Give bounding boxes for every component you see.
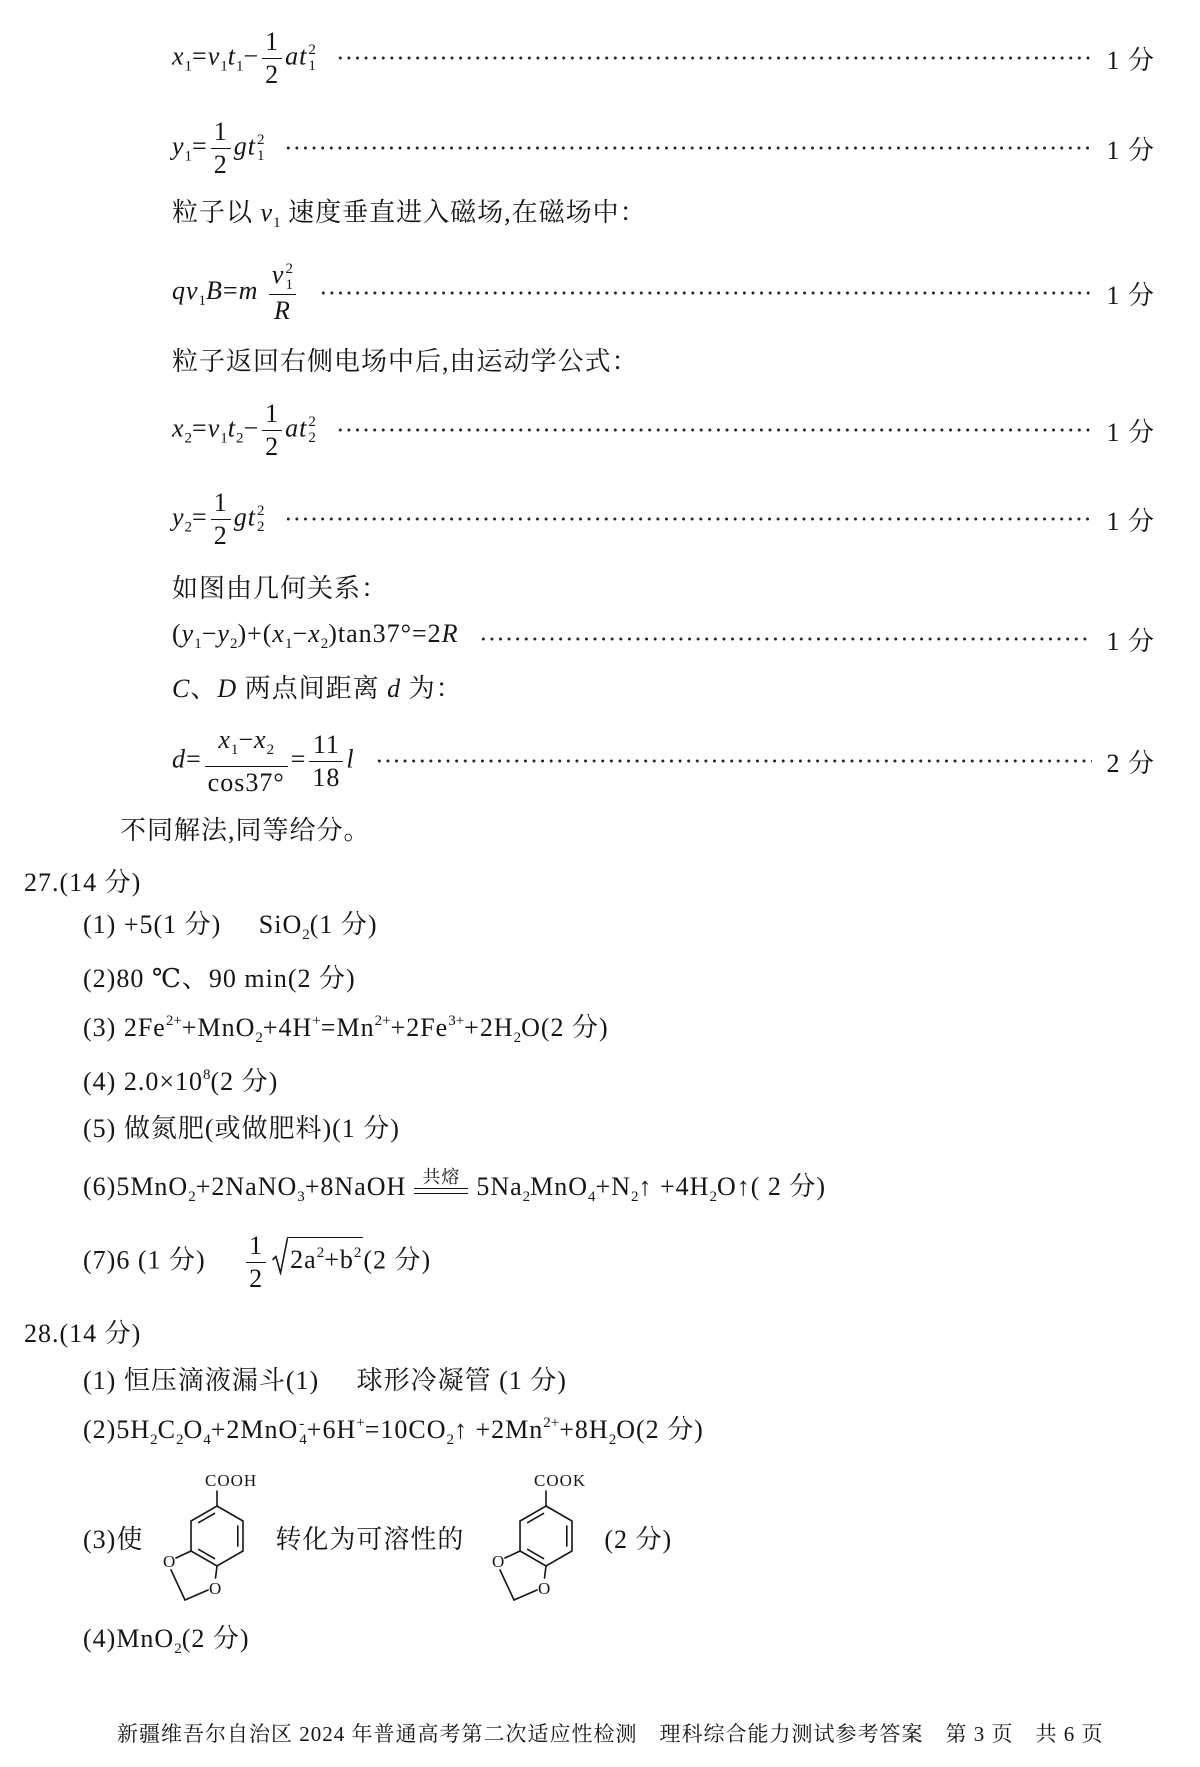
q27-item5	[83, 1114, 400, 1144]
text-run: 2	[265, 59, 280, 89]
sub-superscript	[285, 261, 293, 293]
math-variable: x	[172, 412, 185, 442]
subscript: 2	[266, 741, 275, 758]
text-run: 2	[213, 520, 228, 550]
text-run: 如图由几何关系：	[172, 574, 389, 603]
subscript: 1	[273, 215, 281, 231]
q27-item2	[83, 964, 356, 994]
equation-geometry	[172, 619, 459, 659]
superscript: 2	[316, 1244, 325, 1261]
fraction-numerator	[309, 730, 343, 762]
text-run: 1	[265, 26, 280, 56]
math-variable: y	[217, 619, 230, 648]
dot-leader	[479, 636, 1093, 642]
math-variable: v	[207, 412, 221, 442]
text-run: O(2 分)	[616, 1414, 704, 1444]
fraction	[262, 399, 282, 462]
methylene-bond	[500, 1570, 514, 1600]
fraction-numerator	[205, 725, 288, 767]
subscript: 1	[194, 636, 202, 652]
q27-item5-row	[83, 1099, 400, 1159]
fraction-denominator	[269, 295, 296, 326]
oxygen-atom-label: O	[163, 1552, 177, 1571]
ring-oxygen-bond	[176, 1551, 191, 1558]
text-run: 1	[213, 487, 228, 517]
text-run: (1 分)	[309, 910, 378, 939]
superscript: 2+	[543, 1414, 560, 1431]
oxygen-atom-label: O	[538, 1579, 552, 1598]
text-run: (1) 恒压滴液漏斗(1) 球形冷凝管 (1 分)	[83, 1366, 567, 1395]
fraction	[211, 117, 231, 180]
subscript: 1	[220, 429, 228, 446]
dot-leader	[284, 145, 1092, 151]
equation-distance	[172, 725, 355, 798]
text-run	[258, 276, 266, 305]
methylene-bond	[514, 1590, 537, 1600]
superscript: 2	[285, 261, 293, 277]
fraction-denominator	[246, 1263, 266, 1294]
math-variable: x	[308, 619, 321, 648]
text-run: +2H	[464, 1012, 514, 1042]
fraction-numerator	[269, 260, 296, 295]
structure-potassium-piperonylate	[484, 1466, 590, 1608]
footer-page-total: 共 6 页	[1035, 1722, 1104, 1746]
text-run: O(2 分)	[521, 1012, 609, 1042]
text-run: 、	[190, 674, 218, 703]
math-variable: x	[218, 724, 231, 754]
q27-item3	[83, 1006, 609, 1053]
score-label: 1 分	[1106, 626, 1155, 656]
text-run: (3) 2Fe	[83, 1012, 166, 1042]
text-run: +2Fe	[390, 1012, 449, 1042]
equation-x2	[172, 399, 316, 462]
subscript: 2	[174, 1641, 182, 1657]
fraction-denominator	[262, 431, 282, 462]
text-run: 1	[265, 398, 280, 428]
page-footer	[117, 1718, 1104, 1748]
dot-leader	[284, 516, 1092, 522]
subscript: 2	[308, 429, 316, 446]
text-run: −	[238, 724, 255, 754]
methylene-bond	[171, 1570, 185, 1600]
dot-leader	[319, 290, 1093, 296]
oxygen-atom-label: O	[492, 1552, 506, 1571]
math-variable: R	[441, 619, 459, 648]
superscript: 2	[308, 413, 316, 430]
text-run: 粒子以	[172, 198, 261, 227]
text-run: (5) 做氮肥(或做肥料)(1 分)	[83, 1114, 400, 1143]
q28-item3-suffix: (2 分)	[604, 1524, 673, 1554]
sub-superscript	[257, 132, 265, 164]
q28-item4-row	[83, 1614, 250, 1674]
text-run: +8NaOH	[304, 1172, 407, 1201]
carboxylate-group-label: COOK	[534, 1471, 587, 1490]
text-run: +6H	[306, 1414, 357, 1444]
text-run: =	[192, 130, 208, 160]
text-run: (4) 2.0×10	[83, 1066, 203, 1096]
text-run: 为：	[401, 674, 463, 703]
text-run: +2MnO	[210, 1414, 299, 1444]
equation-y1	[172, 117, 264, 180]
math-variable: t	[227, 40, 236, 70]
q28-item3-prefix: (3)使	[83, 1524, 144, 1554]
subscript: 1	[236, 57, 244, 74]
subscript: 2	[320, 636, 329, 652]
equation-x1-row	[172, 28, 1155, 88]
superscript: +	[312, 1012, 321, 1029]
text-run: 11	[312, 729, 340, 759]
equation-y2	[172, 488, 264, 551]
superscript: -	[299, 1415, 305, 1432]
subscript: 2	[255, 1029, 263, 1046]
fraction-denominator	[211, 520, 231, 551]
radical-sign	[272, 1237, 288, 1275]
math-variable: t	[227, 412, 236, 442]
text-run: 1	[249, 1230, 264, 1260]
math-variable: v	[271, 260, 285, 289]
text-run: −	[292, 619, 309, 648]
q28-item2	[83, 1408, 704, 1455]
sub-superscript	[257, 503, 265, 535]
fraction-numerator	[246, 1231, 266, 1263]
score-label: 1 分	[1106, 506, 1155, 536]
text-distance	[172, 674, 463, 704]
subscript: 2	[446, 1431, 454, 1448]
math-variable: qv	[172, 275, 199, 305]
math-variable: l	[346, 743, 355, 773]
q27-item1	[83, 910, 378, 950]
text-run: 5Na	[476, 1172, 523, 1201]
subscript: 2	[631, 1189, 639, 1205]
text-run: +N	[595, 1172, 631, 1201]
text-run: =	[186, 743, 202, 773]
text-run: +4H	[262, 1012, 313, 1042]
math-variable: C	[172, 674, 191, 703]
math-variable: x	[272, 619, 285, 648]
text-run: (	[172, 619, 182, 648]
subscript: 2	[150, 1431, 158, 1448]
fraction-denominator	[262, 59, 282, 90]
superscript: 2	[256, 131, 265, 148]
ring-oxygen-bond	[505, 1551, 520, 1558]
text-run: +2NaNO	[195, 1172, 298, 1201]
superscript: 2	[353, 1244, 362, 1261]
fraction-numerator	[262, 27, 282, 59]
text-run: )tan37°=2	[328, 619, 442, 648]
math-variable: R	[273, 296, 291, 325]
text-run: (2)80 ℃、90 min(2 分)	[83, 964, 356, 993]
subscript: 1	[198, 292, 207, 309]
text-distance-row	[172, 659, 463, 719]
text-run: +MnO	[181, 1012, 256, 1042]
q28-item2-row	[83, 1401, 704, 1461]
subscript: 2	[302, 927, 310, 943]
math-variable: at	[285, 412, 308, 442]
fraction-denominator	[211, 149, 231, 180]
q27-item6-row	[83, 1162, 826, 1222]
footer-subject: 理科综合能力测试参考答案	[659, 1722, 924, 1746]
text-run: =	[192, 412, 208, 442]
subscript: 1	[184, 147, 193, 164]
text-run: 2	[213, 149, 228, 179]
score-label: 1 分	[1106, 280, 1155, 310]
subscript: 1	[285, 277, 293, 293]
math-variable: y	[172, 130, 185, 160]
fraction	[205, 725, 288, 798]
text-run: C	[157, 1414, 176, 1444]
text-run: 18	[312, 762, 341, 792]
score-label: 1 分	[1106, 135, 1155, 165]
footer-page-number: 第 3 页	[945, 1722, 1014, 1746]
subscript: 1	[184, 57, 193, 74]
benzene-ring	[191, 1506, 243, 1566]
text-run: 2	[265, 431, 280, 461]
text-run: =	[192, 40, 208, 70]
text-run: −	[243, 40, 260, 70]
text-run: (2)5H	[83, 1414, 151, 1444]
fraction-numerator	[211, 488, 231, 520]
grading-note-row	[120, 798, 371, 858]
math-variable: d	[387, 674, 402, 703]
math-variable: d	[172, 743, 186, 773]
dot-leader	[336, 427, 1093, 433]
text-run: (2 分)	[181, 1624, 250, 1653]
subscript: 2	[522, 1189, 531, 1205]
dot-leader	[375, 758, 1093, 764]
q28-heading: 28.(14 分)	[24, 1318, 142, 1348]
subscript: 2	[236, 429, 244, 446]
equation-distance-row	[172, 724, 1155, 797]
q27-item7-row	[83, 1232, 431, 1292]
fraction-numerator	[211, 117, 231, 149]
score-label: 2 分	[1106, 748, 1155, 778]
subscript: 1	[230, 741, 239, 758]
fraction-denominator	[309, 762, 343, 793]
superscript: 2	[308, 41, 316, 58]
subscript: 1	[308, 57, 316, 74]
ring-oxygen-bond	[216, 1566, 218, 1578]
text-run: =10CO	[364, 1414, 447, 1444]
radicand	[287, 1237, 363, 1274]
subscript: 2	[184, 429, 193, 446]
math-variable: gt	[233, 130, 256, 160]
score-label: 1 分	[1106, 417, 1155, 447]
benzene-ring	[520, 1506, 572, 1566]
superscript: 2+	[374, 1012, 391, 1029]
q27-heading: 27.(14 分)	[24, 867, 142, 897]
fraction	[246, 1231, 266, 1294]
subscript: 2	[256, 518, 265, 535]
text-run: =	[290, 743, 307, 773]
math-variable: v	[260, 198, 274, 227]
text-run: =Mn	[320, 1012, 375, 1042]
q28-item4	[83, 1624, 250, 1664]
superscript: 8	[202, 1066, 211, 1083]
dot-leader	[336, 55, 1093, 61]
equation-x2-row	[172, 400, 1155, 460]
math-variable: B	[206, 275, 223, 305]
superscript: 2	[256, 502, 265, 519]
text-enter-field	[172, 198, 647, 238]
subscript: 2	[513, 1029, 522, 1046]
subscript: 1	[284, 636, 293, 652]
text-run: +8H	[559, 1414, 609, 1444]
math-variable: v	[207, 40, 221, 70]
square-root	[272, 1237, 363, 1275]
reaction-condition-label: 共熔	[422, 1166, 461, 1187]
subscript: 4	[299, 1431, 307, 1448]
equation-x1	[172, 27, 316, 90]
q27-item7	[83, 1231, 431, 1294]
subscript: 2	[229, 636, 238, 652]
q27-item4	[83, 1060, 278, 1097]
math-variable: y	[172, 501, 185, 531]
text-run: MnO	[530, 1172, 589, 1201]
text-geometry	[172, 574, 388, 604]
fraction	[309, 730, 343, 793]
superscript: +	[356, 1414, 365, 1431]
equation-y1-row	[172, 118, 1155, 178]
fraction-numerator	[262, 399, 282, 431]
text-run: +b	[324, 1244, 354, 1274]
grading-note: 不同解法,同等给分。	[120, 815, 371, 845]
subscript: 3	[297, 1189, 305, 1205]
score-label: 1 分	[1106, 45, 1155, 75]
text-run: )+(	[237, 619, 273, 648]
subscript: 2	[188, 1189, 196, 1205]
text-run: (2 分)	[363, 1244, 432, 1274]
math-variable: x	[172, 40, 185, 70]
text-run: 2	[249, 1263, 264, 1293]
math-variable: y	[181, 619, 195, 648]
text-run: (7)6 (1 分)	[83, 1244, 244, 1274]
math-variable: x	[254, 724, 267, 754]
structure-piperonylic-acid	[155, 1466, 261, 1608]
text-run: ↑ +4H	[638, 1172, 710, 1201]
subscript: 2	[175, 1431, 184, 1448]
equation-y2-row	[172, 489, 1155, 549]
superscript: 3+	[448, 1012, 465, 1029]
q28-item1	[83, 1366, 567, 1396]
equation-lorentz	[172, 260, 299, 326]
subscript: 1	[256, 147, 265, 164]
text-return-field-row	[172, 332, 639, 392]
subscript: 2	[184, 518, 193, 535]
text-run: (2 分)	[210, 1066, 279, 1096]
bonds	[500, 1491, 572, 1600]
q28-item3-row	[83, 1466, 672, 1608]
text-enter-field-row	[172, 188, 647, 248]
subscript: 2	[608, 1431, 617, 1448]
text-run: −	[201, 619, 218, 648]
fraction	[269, 260, 296, 326]
text-run: (4)MnO	[83, 1624, 175, 1653]
carboxyl-group-label: COOH	[205, 1471, 258, 1490]
ring-oxygen-bond	[545, 1566, 547, 1578]
text-run: =	[192, 501, 208, 531]
equation-lorentz-row	[172, 260, 1155, 325]
text-run: (6)5MnO	[83, 1172, 189, 1201]
footer-exam-title: 新疆维吾尔自治区 2024 年普通高考第二次适应性检测	[117, 1722, 638, 1746]
reaction-condition	[414, 1167, 468, 1194]
double-line-equals	[414, 1188, 468, 1194]
text-run: 粒子返回右侧电场中后,由运动学公式：	[172, 347, 639, 376]
text-run: cos37°	[207, 767, 285, 797]
text-run: (1) +5(1 分) SiO	[83, 910, 303, 939]
fraction	[262, 27, 282, 90]
text-run: 两点间距离	[237, 674, 388, 703]
math-variable: m	[238, 275, 259, 305]
text-run: 1	[213, 116, 228, 146]
subscript: 1	[220, 57, 228, 74]
text-run: ↑ +2Mn	[453, 1414, 544, 1444]
q27-item6	[83, 1166, 827, 1212]
fraction	[211, 488, 231, 551]
subscript: 2	[709, 1189, 717, 1205]
text-return-field	[172, 347, 639, 377]
math-variable: D	[217, 674, 238, 703]
bonds	[171, 1491, 243, 1600]
text-run: =	[222, 275, 239, 305]
methylene-bond	[185, 1590, 208, 1600]
text-run: O↑( 2 分)	[716, 1172, 827, 1201]
subscript: 4	[203, 1431, 211, 1448]
sub-superscript	[308, 42, 316, 74]
text-run: 速度垂直进入磁场,在磁场中：	[280, 198, 647, 227]
text-run: −	[243, 412, 260, 442]
sub-superscript	[308, 414, 316, 446]
text-run: O	[183, 1414, 204, 1444]
fraction-denominator	[205, 767, 288, 798]
superscript: 2+	[165, 1012, 182, 1029]
oxygen-atom-label: O	[209, 1579, 223, 1598]
sub-superscript	[299, 1416, 307, 1448]
math-variable: gt	[233, 501, 256, 531]
math-variable: at	[285, 40, 308, 70]
subscript: 4	[588, 1189, 596, 1205]
q28-item3-middle: 转化为可溶性的	[275, 1524, 465, 1554]
text-run: 2a	[290, 1244, 317, 1274]
